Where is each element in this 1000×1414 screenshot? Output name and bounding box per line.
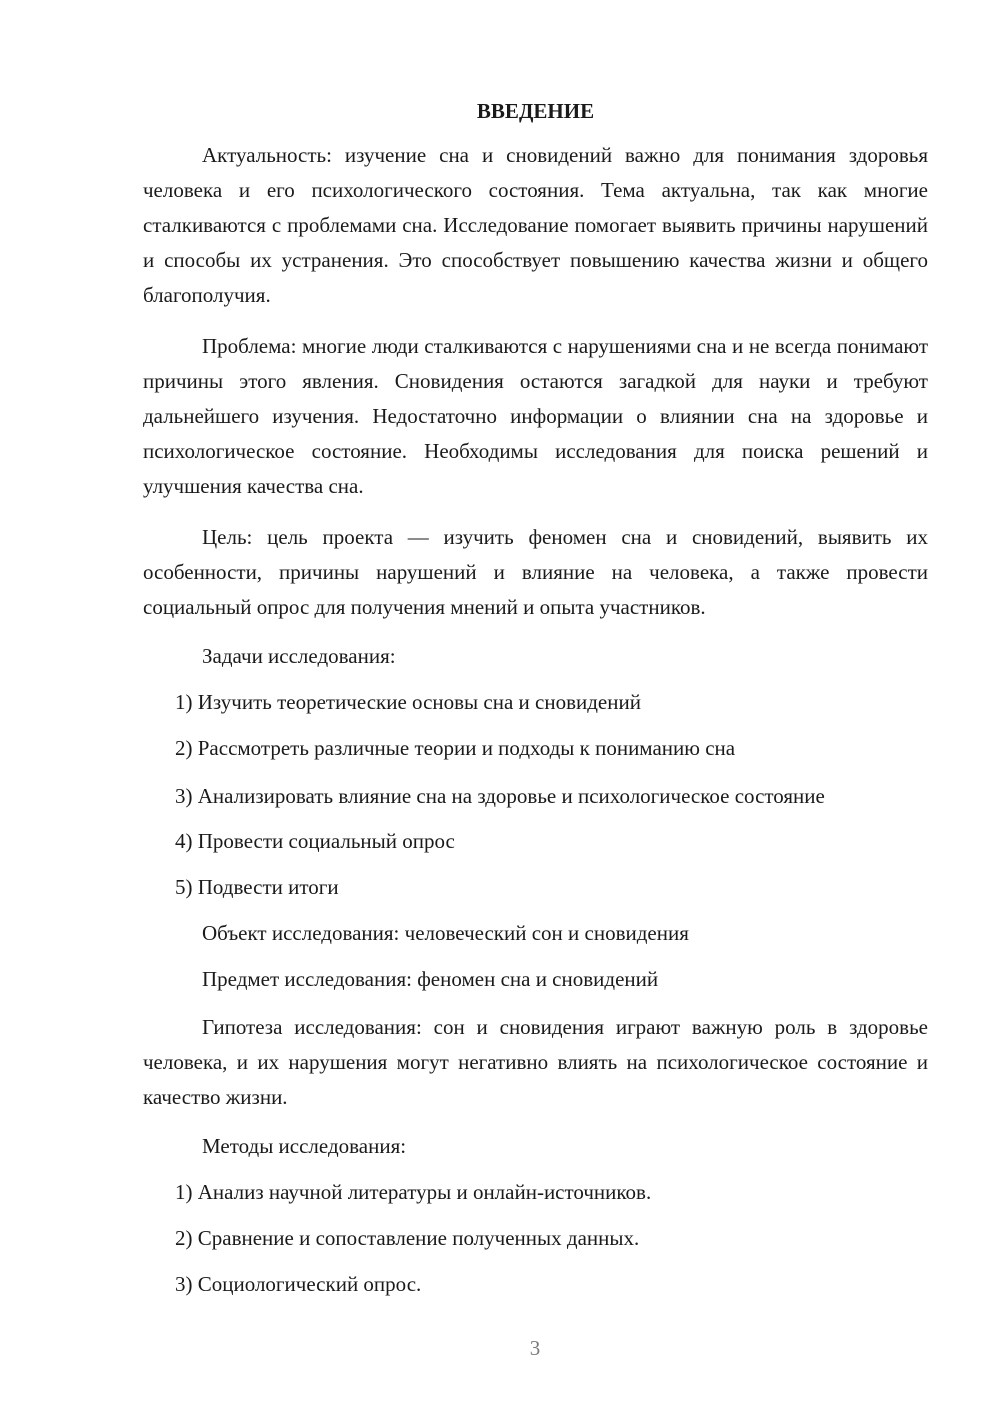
relevance-paragraph: Актуальность: изучение сна и сновидений важно для понимания здоровья человека и его психологического состояния. Тема актуальна, так как многие сталкиваются с проблемами сна. Исследование помогает выявить причины нарушений и способы их устранения. Это способствует повышению качества жизни и общего благополучия. xyxy=(143,143,928,307)
task-item-5: 5) Подвести итоги xyxy=(175,875,339,899)
goal-paragraph: Цель: цель проекта — изучить феномен сна и сновидений, выявить их особенности, причины нарушений и влияние на человека, а также провести социальный опрос для получения мнений и опыта участников. xyxy=(143,525,928,619)
methods-heading: Методы исследования: xyxy=(202,1134,407,1158)
subject-paragraph: Предмет исследования: феномен сна и сновидений xyxy=(202,967,659,991)
task-item-3: 3) Анализировать влияние сна на здоровье и психологическое состояние xyxy=(175,784,825,808)
tasks-heading: Задачи исследования: xyxy=(202,644,396,668)
page-number: 3 xyxy=(529,1336,541,1360)
section-title: ВВЕДЕНИЕ xyxy=(476,99,595,123)
task-item-2: 2) Рассмотреть различные теории и подходы к пониманию сна xyxy=(175,736,736,760)
method-item-1: 1) Анализ научной литературы и онлайн-источников. xyxy=(175,1180,652,1204)
object-paragraph: Объект исследования: человеческий сон и сновидения xyxy=(202,921,689,945)
method-item-3: 3) Социологический опрос. xyxy=(175,1272,422,1296)
tasks-list xyxy=(143,687,928,902)
problem-paragraph: Проблема: многие люди сталкиваются с нарушениями сна и не всегда понимают причины этого явления. Сновидения остаются загадкой для науки и требуют дальнейшего изучения. Недостаточно информации о влиянии сна на здоровье и психологическое состояние. Необходимы исследования для поиска решений и улучшения качества сна. xyxy=(143,334,928,498)
document-body xyxy=(143,96,928,1315)
task-item-1: 1) Изучить теоретические основы сна и сновидений xyxy=(175,690,641,714)
methods-list xyxy=(143,1177,928,1299)
method-item-2: 2) Сравнение и сопоставление полученных данных. xyxy=(175,1226,640,1250)
task-item-4: 4) Провести социальный опрос xyxy=(175,829,455,853)
hypothesis-paragraph: Гипотеза исследования: сон и сновидения играют важную роль в здоровье человека, и их нарушения могут негативно влиять на психологическое состояние и качество жизни. xyxy=(143,1015,928,1109)
